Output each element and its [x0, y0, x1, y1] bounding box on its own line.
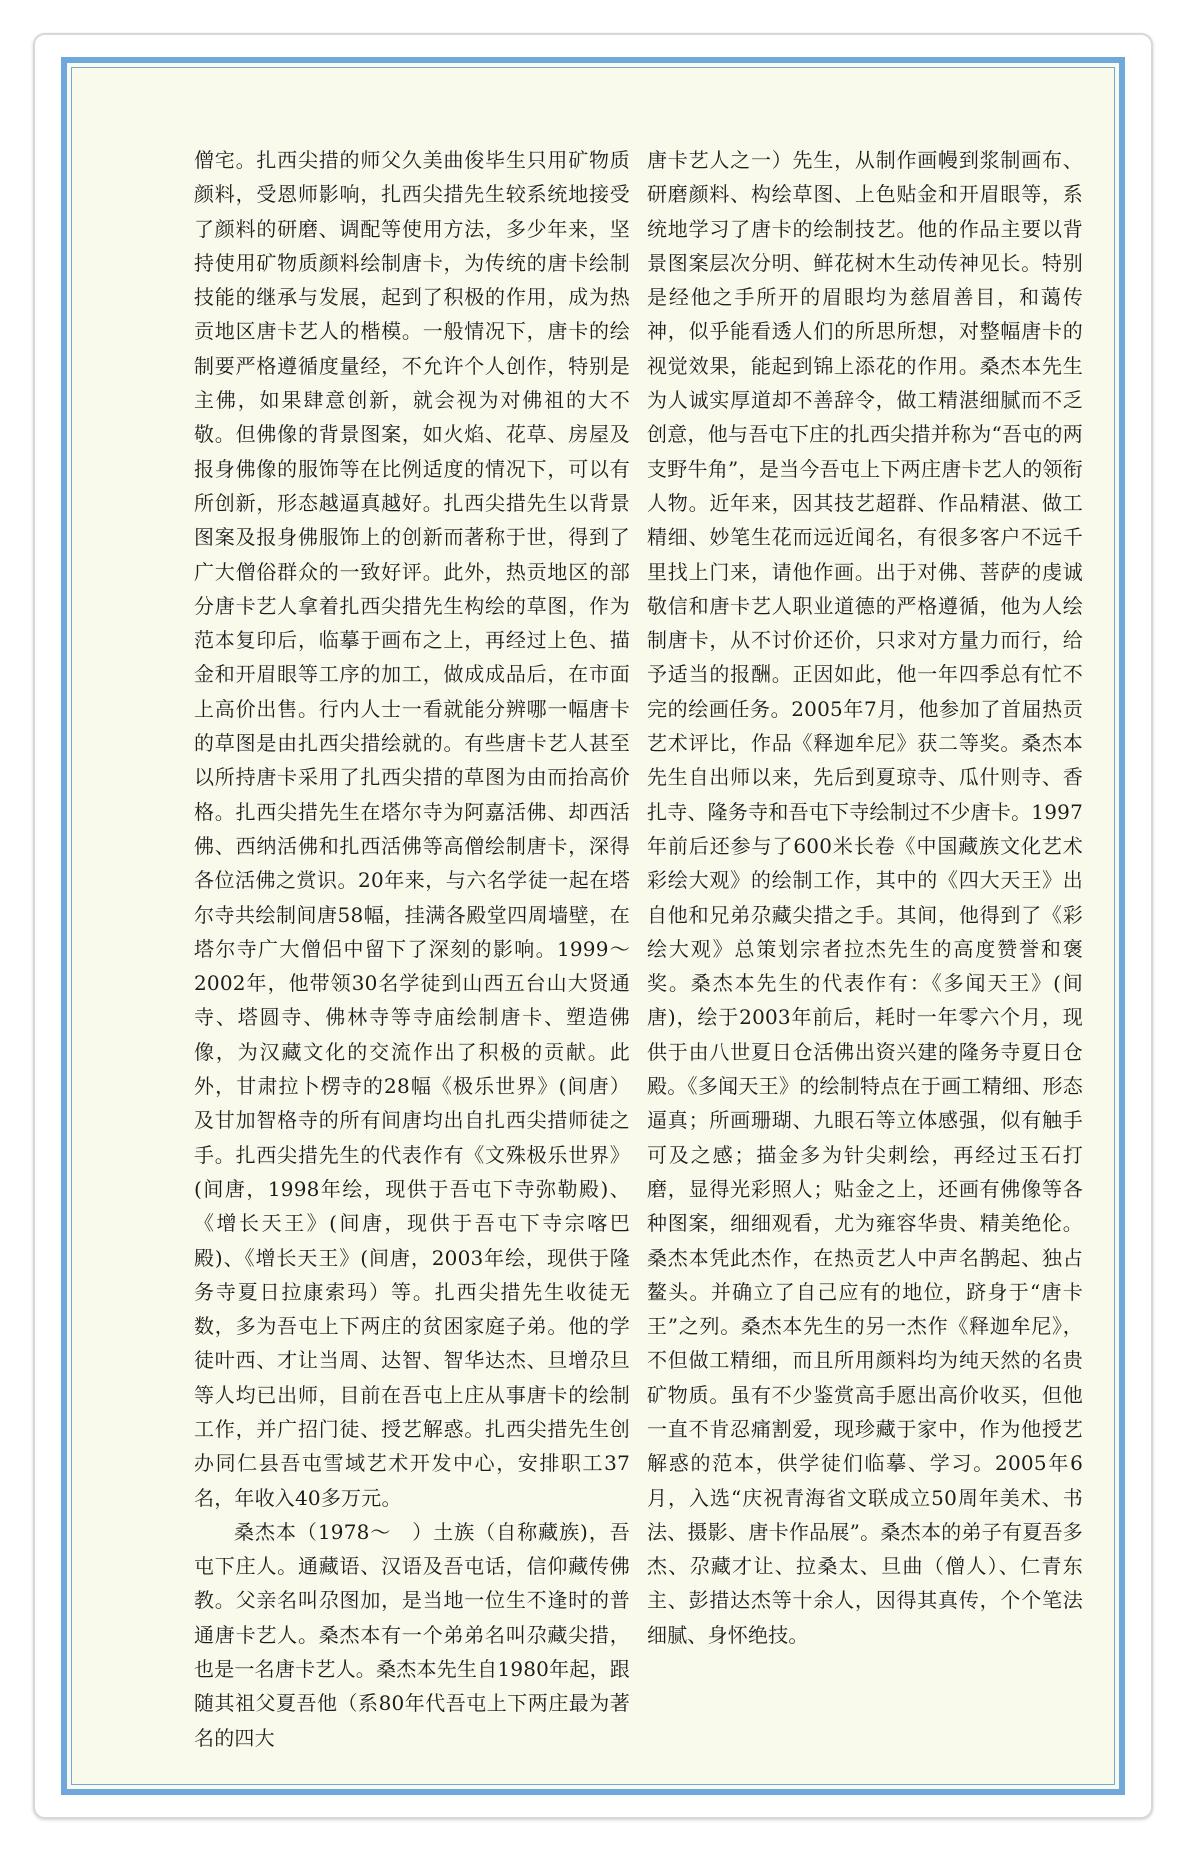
text-column-left — [194, 143, 630, 1755]
blue-border-frame — [61, 57, 1125, 1795]
document-page — [67, 63, 1119, 1789]
text-column-right — [647, 143, 1083, 1652]
page-card — [33, 33, 1153, 1819]
paragraph-zhaxi-jiancuo-continued: 僧宅。扎西尖措的师父久美曲俊毕生只用矿物质颜料，受恩师影响，扎西尖措先生较系统地接受了颜料的研磨、调配等使用方法，多少年来，坚持使用矿物质颜料绘制唐卡，为传统的唐卡绘制技能的继承与发展，起到了积极的作用，成为热贡地区唐卡艺人的楷模。一般情况下，唐卡的绘制要严格遵循度量经，不允许个人创作，特别是主佛，如果肆意创新，就会视为对佛祖的大不敬。但佛像的背景图案，如火焰、花草、房屋及报身佛像的服饰等在比例适度的情况下，可以有所创新，形态越逼真越好。扎西尖措先生以背景图案及报身佛服饰上的创新而著称于世，得到了广大僧俗群众的一致好评。此外，热贡地区的部分唐卡艺人拿着扎西尖措先生构绘的草图，作为范本复印后，临摹于画布之上，再经过上色、描金和开眉眼等工序的加工，做成成品后，在市面上高价出售。行内人士一看就能分辨哪一幅唐卡的草图是由扎西尖措绘就的。有些唐卡艺人甚至以所持唐卡采用了扎西尖措的草图为由而抬高价格。扎西尖措先生在塔尔寺为阿嘉活佛、却西活佛、西纳活佛和扎西活佛等高僧绘制唐卡，深得各位活佛之赏识。20年来，与六名学徒一起在塔尔寺共绘制间唐58幅，挂满各殿堂四周墙壁，在塔尔寺广大僧侣中留下了深刻的影响。1999～2002年，他带领30名学徒到山西五台山大贤通寺、塔圆寺、佛林寺等寺庙绘制唐卡、塑造佛像，为汉藏文化的交流作出了积极的贡献。此外，甘肃拉卜楞寺的28幅《极乐世界》(间唐）及甘加智格寺的所有间唐均出自扎西尖措师徒之手。扎西尖措先生的代表作有《文殊极乐世界》(间唐，1998年绘，现供于吾屯下寺弥勒殿)、《增长天王》(间唐，现供于吾屯下寺宗喀巴殿)、《增长天王》(间唐，2003年绘，现供于隆务寺夏日拉康索玛）等。扎西尖措先生收徒无数，多为吾屯上下两庄的贫困家庭子弟。他的学徒叶西、才让当周、达智、智华达杰、旦增尕旦等人均已出师，目前在吾屯上庄从事唐卡的绘制工作，并广招门徒、授艺解惑。扎西尖措先生创办同仁县吾屯雪域艺术开发中心，安排职工37名，年收入40多万元。 — [194, 148, 630, 1510]
paragraph-sangjieben-intro: 桑杰本（1978～ ）土族（自称藏族)，吾屯下庄人。通藏语、汉语及吾屯话，信仰藏传佛教。父亲名叫尕图加，是当地一位生不逢时的普通唐卡艺人。桑杰本有一个弟弟名叫尕藏尖措，也是一名唐卡艺人。桑杰本先生自1980年起，跟随其祖父夏吾他（系80年代吾屯上下两庄最为著名的四大 — [194, 1519, 630, 1750]
paragraph-sangjieben-continued: 唐卡艺人之一）先生，从制作画幔到浆制画布、研磨颜料、构绘草图、上色贴金和开眉眼等，系统地学习了唐卡的绘制技艺。他的作品主要以背景图案层次分明、鲜花树木生动传神见长。特别是经他之手所开的眉眼均为慈眉善目，和蔼传神，似乎能看透人们的所思所想，对整幅唐卡的视觉效果，能起到锦上添花的作用。桑杰本先生为人诚实厚道却不善辞令，做工精湛细腻而不乏创意，他与吾屯下庄的扎西尖措并称为“吾屯的两支野牛角”，是当今吾屯上下两庄唐卡艺人的领衔人物。近年来，因其技艺超群、作品精湛、做工精细、妙笔生花而远近闻名，有很多客户不远千里找上门来，请他作画。出于对佛、菩萨的虔诚敬信和唐卡艺人职业道德的严格遵循，他为人绘制唐卡，从不讨价还价，只求对方量力而行，给予适当的报酬。正因如此，他一年四季总有忙不完的绘画任务。2005年7月，他参加了首届热贡艺术评比，作品《释迦牟尼》获二等奖。桑杰本先生自出师以来，先后到夏琼寺、瓜什则寺、香扎寺、隆务寺和吾屯下寺绘制过不少唐卡。1997年前后还参与了600米长卷《中国藏族文化艺术彩绘大观》的绘制工作，其中的《四大天王》出自他和兄弟尕藏尖措之手。其间，他得到了《彩绘大观》总策划宗者拉杰先生的高度赞誉和褒奖。桑杰本先生的代表作有：《多闻天王》(间唐)，绘于2003年前后，耗时一年零六个月，现供于由八世夏日仓活佛出资兴建的隆务寺夏日仓殿。《多闻天王》的绘制特点在于画工精细、形态逼真；所画珊瑚、九眼石等立体感强，似有触手可及之感；描金多为针尖刺绘，再经过玉石打磨，显得光彩照人；贴金之上，还画有佛像等各种图案，细细观看，尤为雍容华贵、精美绝伦。桑杰本凭此杰作，在热贡艺人中声名鹊起、独占鳌头。并确立了自己应有的地位，跻身于“唐卡王”之列。桑杰本先生的另一杰作《释迦牟尼》，不但做工精细，而且所用颜料均为纯天然的名贵矿物质。虽有不少鉴赏高手愿出高价收买，但他一直不肯忍痛割爱，现珍藏于家中，作为他授艺解惑的范本，供学徒们临摹、学习。2005年6月，入选“庆祝青海省文联成立50周年美术、书法、摄影、唐卡作品展”。桑杰本的弟子有夏吾多杰、尕藏才让、拉桑太、旦曲（僧人）、仁青东主、彭措达杰等十余人，因得其真传，个个笔法细腻、身怀绝技。 — [647, 148, 1083, 1647]
